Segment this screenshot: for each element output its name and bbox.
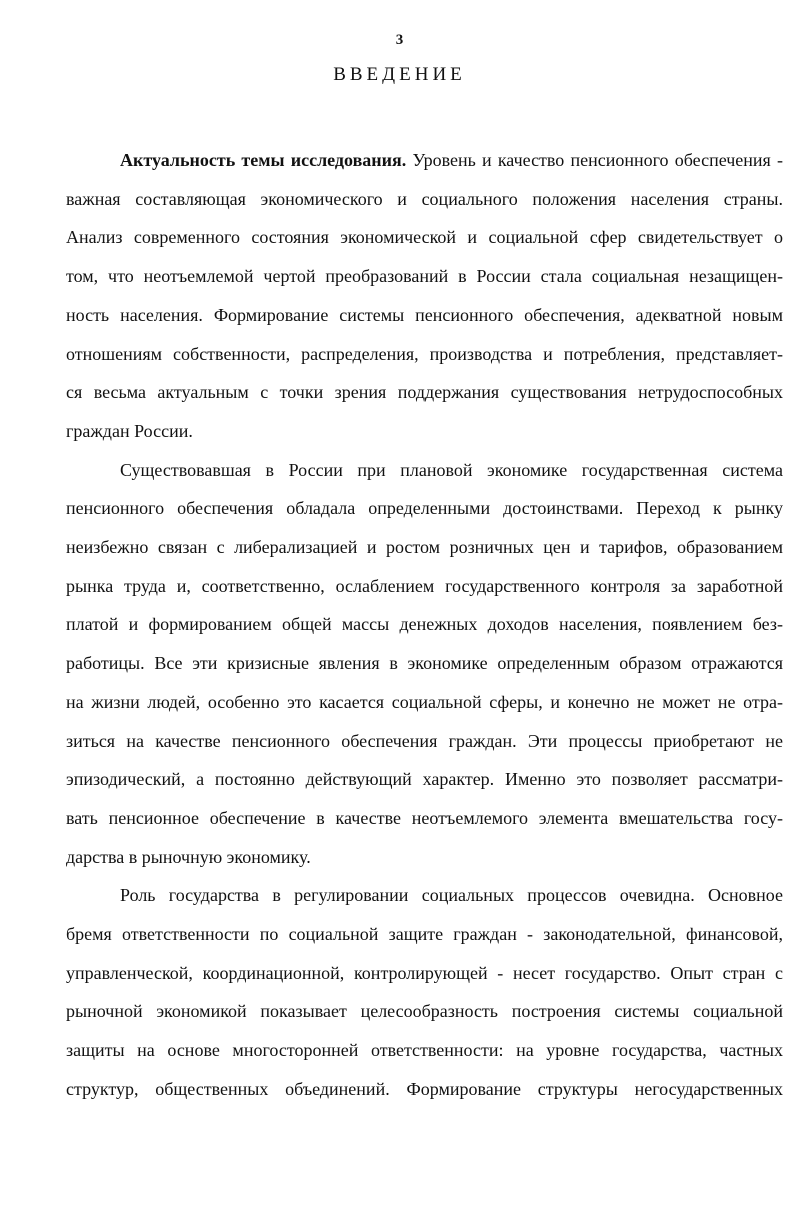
section-heading: ВВЕДЕНИЕ (333, 64, 466, 85)
text-line: граждан России. (66, 420, 193, 441)
text-line: эпизодический, а постоянно действующий характер. Именно это позволяет рассматри- (66, 769, 783, 790)
paragraph-state-role (66, 876, 783, 1108)
text-line: Анализ современного состояния экономической и социальной сфер свидетельствует о (66, 227, 783, 248)
paragraph-transition (66, 451, 783, 877)
text-line: платой и формированием общей массы денежных доходов населения, появлением без- (66, 614, 783, 635)
text-line: работицы. Все эти кризисные явления в экономике определенным образом отражаются (66, 653, 783, 674)
line-text: Уровень и качество пенсионного обеспечения - (406, 150, 784, 170)
text-line: защиты на основе многосторонней ответственности: на уровне государства, частных (66, 1040, 783, 1061)
page-number: 3 (395, 32, 404, 48)
text-line: вать пенсионное обеспечение в качестве неотъемлемого элемента вмешательства госу- (66, 807, 783, 828)
text-line: рынка труда и, соответственно, ослаблением государственного контроля за заработной (66, 575, 783, 596)
text-line: управленческой, координационной, контролирующей - несет государство. Опыт стран с (66, 962, 783, 983)
text-line: том, что неотъемлемой чертой преобразований в России стала социальная незащищен- (66, 266, 783, 287)
text-line: Существовавшая в России при плановой экономике государственная система (120, 459, 783, 480)
text-line: бремя ответственности по социальной защите граждан - законодательной, финансовой, (66, 924, 783, 945)
text-line: ся весьма актуальным с точки зрения поддержания существования нетрудоспособных (66, 382, 783, 403)
text-line: ность населения. Формирование системы пенсионного обеспечения, адекватной новым (66, 304, 783, 325)
text-line: пенсионного обеспечения обладала определенными достоинствами. Переход к рынку (66, 498, 783, 519)
text-line: важная составляющая экономического и социального положения населения страны. (66, 188, 783, 209)
text-line: отношениям собственности, распределения, производства и потребления, представляет- (66, 343, 783, 364)
paragraph-relevance (66, 141, 783, 451)
text-line: зиться на качестве пенсионного обеспечения граждан. Эти процессы приобретают не (66, 730, 783, 751)
text-line: Роль государства в регулировании социальных процессов очевидна. Основное (120, 885, 783, 906)
text-line: структур, общественных объединений. Формирование структуры негосударственных (66, 1078, 783, 1099)
text-line: рыночной экономикой показывает целесообразность построения системы социальной (66, 1001, 783, 1022)
text-line: на жизни людей, особенно это касается социальной сферы, и конечно не может не отра- (66, 691, 783, 712)
text-line (66, 141, 783, 180)
body-text (66, 141, 783, 1109)
text-line: дарства в рыночную экономику. (66, 846, 311, 867)
text-line: неизбежно связан с либерализацией и ростом розничных цен и тарифов, образованием (66, 537, 783, 558)
lead-in-bold: Актуальность темы исследования. (120, 150, 407, 170)
